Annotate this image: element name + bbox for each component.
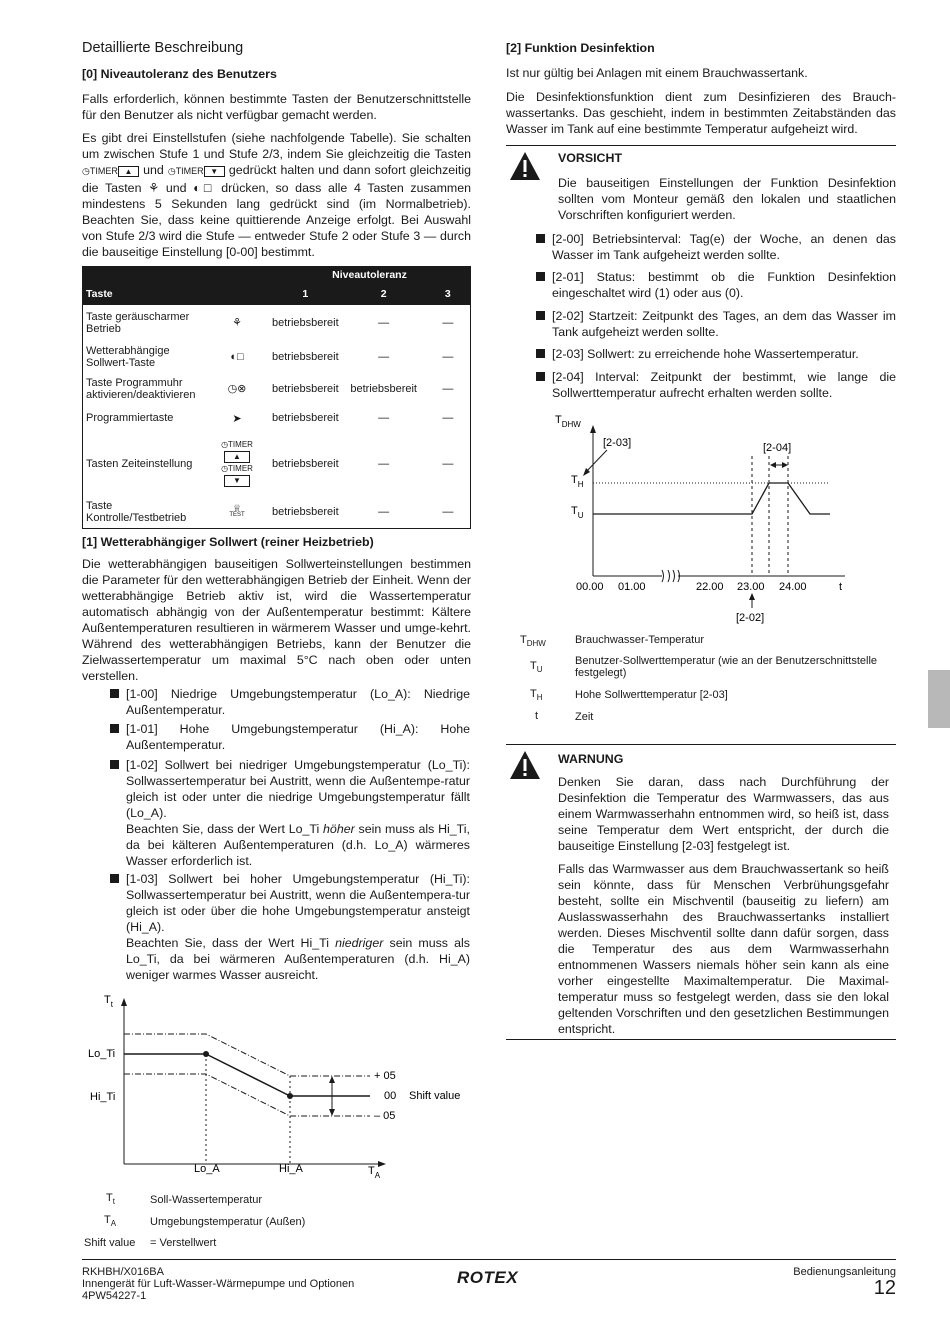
warning-top-rule bbox=[506, 744, 896, 745]
table-row: Tasten Zeiteinstellung ◷TIMER ▲ ◷TIMER ▼ betriebsbereit — — bbox=[83, 432, 471, 497]
list-item: [1-00] Niedrige Umgebungstemperatur (Lo_A): Niedrige Außentemperatur. bbox=[126, 686, 470, 718]
disinfection-graph bbox=[540, 408, 870, 630]
caution-title: VORSICHT bbox=[558, 151, 623, 165]
section-0-paragraph-2: Es gibt drei Einstellstufen (siehe nachfolgende Tabelle). Sie schalten um zwischen Stufe 1 und Stufe 2/3, indem Sie gleichzeitig die Tasten ◷TIMER ▲ und ◷TIMER ▼ gedrückt halten und dann sofort gleichzeitig die Tasten ⚘ und ◐□ drücken, so dass alle 4 Tasten zusammen mindestens 5 Sekunden lang gedrückt sind (im Normalbetrieb). Beachten Sie, dass keine quittierende Anzeige erfolgt. Bei Auswahl von Stufe 2/3 wird die Stufe — entweder Stufe 2 oder Stufe 3 — durch die bauseitige Einstellung [0-00] bestimmt. bbox=[82, 131, 472, 259]
section-0-heading: [0] Niveautoleranz des Benutzers bbox=[82, 67, 277, 81]
quiet-mode-icon: ⚘ bbox=[232, 317, 242, 329]
warning-bottom-rule bbox=[506, 1039, 896, 1040]
table-row: Taste geräuscharmer Betrieb ⚘ betriebsbereit — — bbox=[83, 305, 471, 341]
page-number: 12 bbox=[873, 1277, 896, 1299]
warning-triangle-icon bbox=[509, 151, 541, 181]
footer-rule bbox=[82, 1259, 896, 1260]
weather-dependent-icon: ◐□ bbox=[230, 350, 244, 363]
setpoint-203-label: [2-03] bbox=[603, 437, 632, 449]
interval-204-label: [2-04] bbox=[763, 442, 792, 454]
table-header-level-2: 2 bbox=[342, 284, 426, 305]
caution-top-rule bbox=[506, 145, 896, 146]
table-row: Taste Kontrolle/Testbetrieb ♕ TEST betriebsbereit — — bbox=[83, 497, 471, 529]
timer-up-key-icon: ◷TIMER ▲ bbox=[82, 166, 139, 176]
section-1-heading: [1] Wetterabhängiger Sollwert (reiner Heizbetrieb) bbox=[82, 535, 374, 549]
tick-0100: 01.00 bbox=[618, 581, 646, 593]
tick-2400: 24.00 bbox=[779, 581, 807, 593]
page-title: Detaillierte Beschreibung bbox=[82, 40, 244, 56]
y-axis-label: $T_{DHW}$ bbox=[555, 414, 581, 429]
footer-left: RKHBH/X016BA Innengerät für Luft-Wasser-Wärmepumpe und Optionen 4PW54227-1 bbox=[82, 1266, 355, 1302]
weather-dependent-icon: ◐□ bbox=[193, 181, 215, 195]
tick-2200: 22.00 bbox=[696, 581, 724, 593]
warning-paragraph-1: Denken Sie daran, dass nach Durchführung der Desinfektion die Temperatur des Warmwassers, das aus einem Warmwasserhahn entnommen wird, so heiß ist, dass seine Temperatur dem Wert entspricht, der durch die bauseitige Einstellung [2-03] festgelegt ist. bbox=[558, 775, 889, 853]
shift-minus-label: – 05 bbox=[374, 1110, 396, 1122]
list-item: [1-03] Sollwert bei hoher Umgebungstemperatur (Hi_Ti): Sollwassertemperatur bei Austritt, wenn die Außentempera-tur gleich ist oder über die hohe Umgebungstemperatur ansteigt (Hi_A). Beachten Sie, dass der Wert Hi_Ti niedriger sein muss als Lo_Ti, da bei wärmeren Außentemperaturen (d.h. Hi_A) weniger warmes Wasser ausreicht. bbox=[126, 871, 470, 983]
brand-logo: ROTEX bbox=[457, 1268, 519, 1287]
quiet-mode-icon: ⚘ bbox=[148, 181, 160, 195]
axis-break bbox=[662, 570, 670, 582]
test-icon: ♕ TEST bbox=[229, 503, 245, 519]
dhw-temperature-curve bbox=[593, 483, 830, 514]
footer-doc-type: Bedienungsanleitung bbox=[793, 1266, 896, 1278]
tu-label: $T_U$ bbox=[571, 505, 584, 520]
section-1-paragraph: Die wetterabhängigen bauseitigen Sollwerteinstellungen bestimmen die Parameter für den wetterabhängigen Betrieb der Einheit. Wenn der wetterabhängige Betrieb aktiv ist, wird die Wassertemperatur automatisch abhängig von der Außentemperatur bestimmt: Kältere Außentemperaturen resultieren in wärmerem Wasser und umge-kehrt. Während des wetterabhängigen Betriebs, kann der Benutzer die Zielwassertemperatur um maximal 5°C nach oben oder unten verstellen. bbox=[82, 557, 471, 683]
setpoint-arrow bbox=[585, 450, 607, 473]
tick-t: t bbox=[839, 581, 843, 593]
warning-title: WARNUNG bbox=[558, 752, 624, 766]
section-2-paragraph-2: Die Desinfektionsfunktion dient zum Desinfizieren des Brauch-wassertanks. Das geschieht, indem in bestimmten Zeitabständen das Wasser im Tank auf eine bestimmte Temperatur aufgeheizt wird. bbox=[506, 90, 896, 136]
list-item: [2-03] Sollwert: zu erreichende hohe Wassertemperatur. bbox=[552, 346, 896, 362]
shift-zero-label: 00 bbox=[384, 1090, 397, 1102]
table-header-taste: Taste bbox=[83, 284, 215, 305]
timer-arrows-icon: ◷TIMER ▲ ◷TIMER ▼ bbox=[221, 440, 253, 485]
section-2-paragraph-1: Ist nur gültig bei Anlagen mit einem Brauchwassertank. bbox=[506, 66, 808, 80]
tick-2300: 23.00 bbox=[737, 581, 765, 593]
shift-value-label: Shift value bbox=[409, 1090, 461, 1102]
table-group-header: Niveautoleranz bbox=[269, 267, 471, 284]
upper-shift-curve bbox=[124, 1034, 370, 1076]
list-item: [2-01] Status: bestimmt ob die Funktion Desinfektion eingeschaltet wird (1) oder aus (0). bbox=[552, 269, 896, 301]
list-item: [2-00] Betriebsinterval: Tag(e) der Woche, an denen das Wasser im Tank aufgeheizt werden sollte. bbox=[552, 231, 896, 263]
tick-0000: 00.00 bbox=[576, 581, 604, 593]
table-row: Programmiertaste ➤ betriebsbereit — — bbox=[83, 405, 471, 432]
y-axis-label: $T_t$ bbox=[104, 994, 113, 1009]
table-row: Wetterabhängige Sollwert-Taste ◐□ betriebsbereit — — bbox=[83, 341, 471, 373]
warning-triangle-icon bbox=[509, 750, 541, 780]
main-curve-slope bbox=[206, 1054, 290, 1096]
caution-text: Die bauseitigen Einstellungen der Funktion Desinfektion sollten vom Monteur gemäß den lokalen und staatlichen Vorschriften konfiguriert werden. bbox=[558, 176, 896, 222]
lo-ti-label: Lo_Ti bbox=[88, 1048, 116, 1060]
hi-a-label: Hi_A bbox=[279, 1163, 303, 1175]
page-side-tab bbox=[928, 670, 950, 728]
hi-ti-label: Hi_Ti bbox=[90, 1091, 116, 1103]
schedule-timer-icon: ◷⊗ bbox=[227, 383, 247, 395]
lo-a-label: Lo_A bbox=[194, 1163, 220, 1175]
start-time-202-label: [2-02] bbox=[736, 612, 765, 624]
level-tolerance-table bbox=[82, 266, 471, 529]
list-item: [2-04] Interval: Zeitpunkt der bestimmt, wie lange die Sollwerttemperatur aufrecht erhalten werden sollte. bbox=[552, 369, 896, 401]
table-header-level-3: 3 bbox=[426, 284, 471, 305]
th-label: $T_H$ bbox=[571, 474, 584, 489]
section-2-heading: [2] Funktion Desinfektion bbox=[506, 41, 655, 55]
timer-down-key-icon: ◷TIMER ▼ bbox=[168, 166, 225, 176]
section-0-paragraph-1: Falls erforderlich, können bestimmte Tasten der Benutzerschnittstelle für den Benutzer als nicht verfügbar gemacht werden. bbox=[82, 92, 471, 122]
program-icon: ➤ bbox=[232, 412, 242, 425]
list-item: [1-01] Hohe Umgebungstemperatur (Hi_A): Hohe Außentemperatur. bbox=[126, 721, 470, 753]
list-item: [2-02] Startzeit: Zeitpunkt des Tages, an dem das Wasser im Tank aufgeheizt werden sollte. bbox=[552, 308, 896, 340]
table-header-level-1: 1 bbox=[269, 284, 342, 305]
warning-paragraph-2: Falls das Warmwasser aus dem Brauchwassertank so heiß sein könnte, dass für Menschen Verbrühungsgefahr besteht, sollte ein Mischventil (bauseitig zu liefern) am Auslasswasserhahn des Brauchwassertanks installiert werden. Dieses Mischventil sollte dann dafür sorgen, dass die Temperatur des aus dem Warmwasserhahn entnommenen Wassers niemals höher sein kann als eine vorher eingestellte Maximaltemperatur. Die Maximal-temperatur muss so festgelegt werden, dass sie den lokal geltenden Vorschriften und den gesetzlichen Bestimmungen entspricht. bbox=[558, 862, 889, 1036]
shift-plus-label: + 05 bbox=[374, 1070, 396, 1082]
x-axis-label: $T_A$ bbox=[368, 1165, 381, 1180]
weather-dependent-graph bbox=[80, 990, 480, 1185]
list-item: [1-02] Sollwert bei niedriger Umgebungstemperatur (Lo_Ti): Sollwassertemperatur bei Austritt, wenn die Außentempe-ratur gleich ist oder unter die niedrige Umgebungstemperatur fällt (Lo_A). Beachten Sie, dass der Wert Lo_Ti höher sein muss als Hi_Ti, da bei kälteren Außentemperaturen (d.h. Lo_A) wärmeres Wasser erforderlich ist. bbox=[126, 757, 470, 869]
table-row: Taste Programmuhr aktivieren/deaktivieren ◷⊗ betriebsbereit betriebsbereit — bbox=[83, 373, 471, 405]
